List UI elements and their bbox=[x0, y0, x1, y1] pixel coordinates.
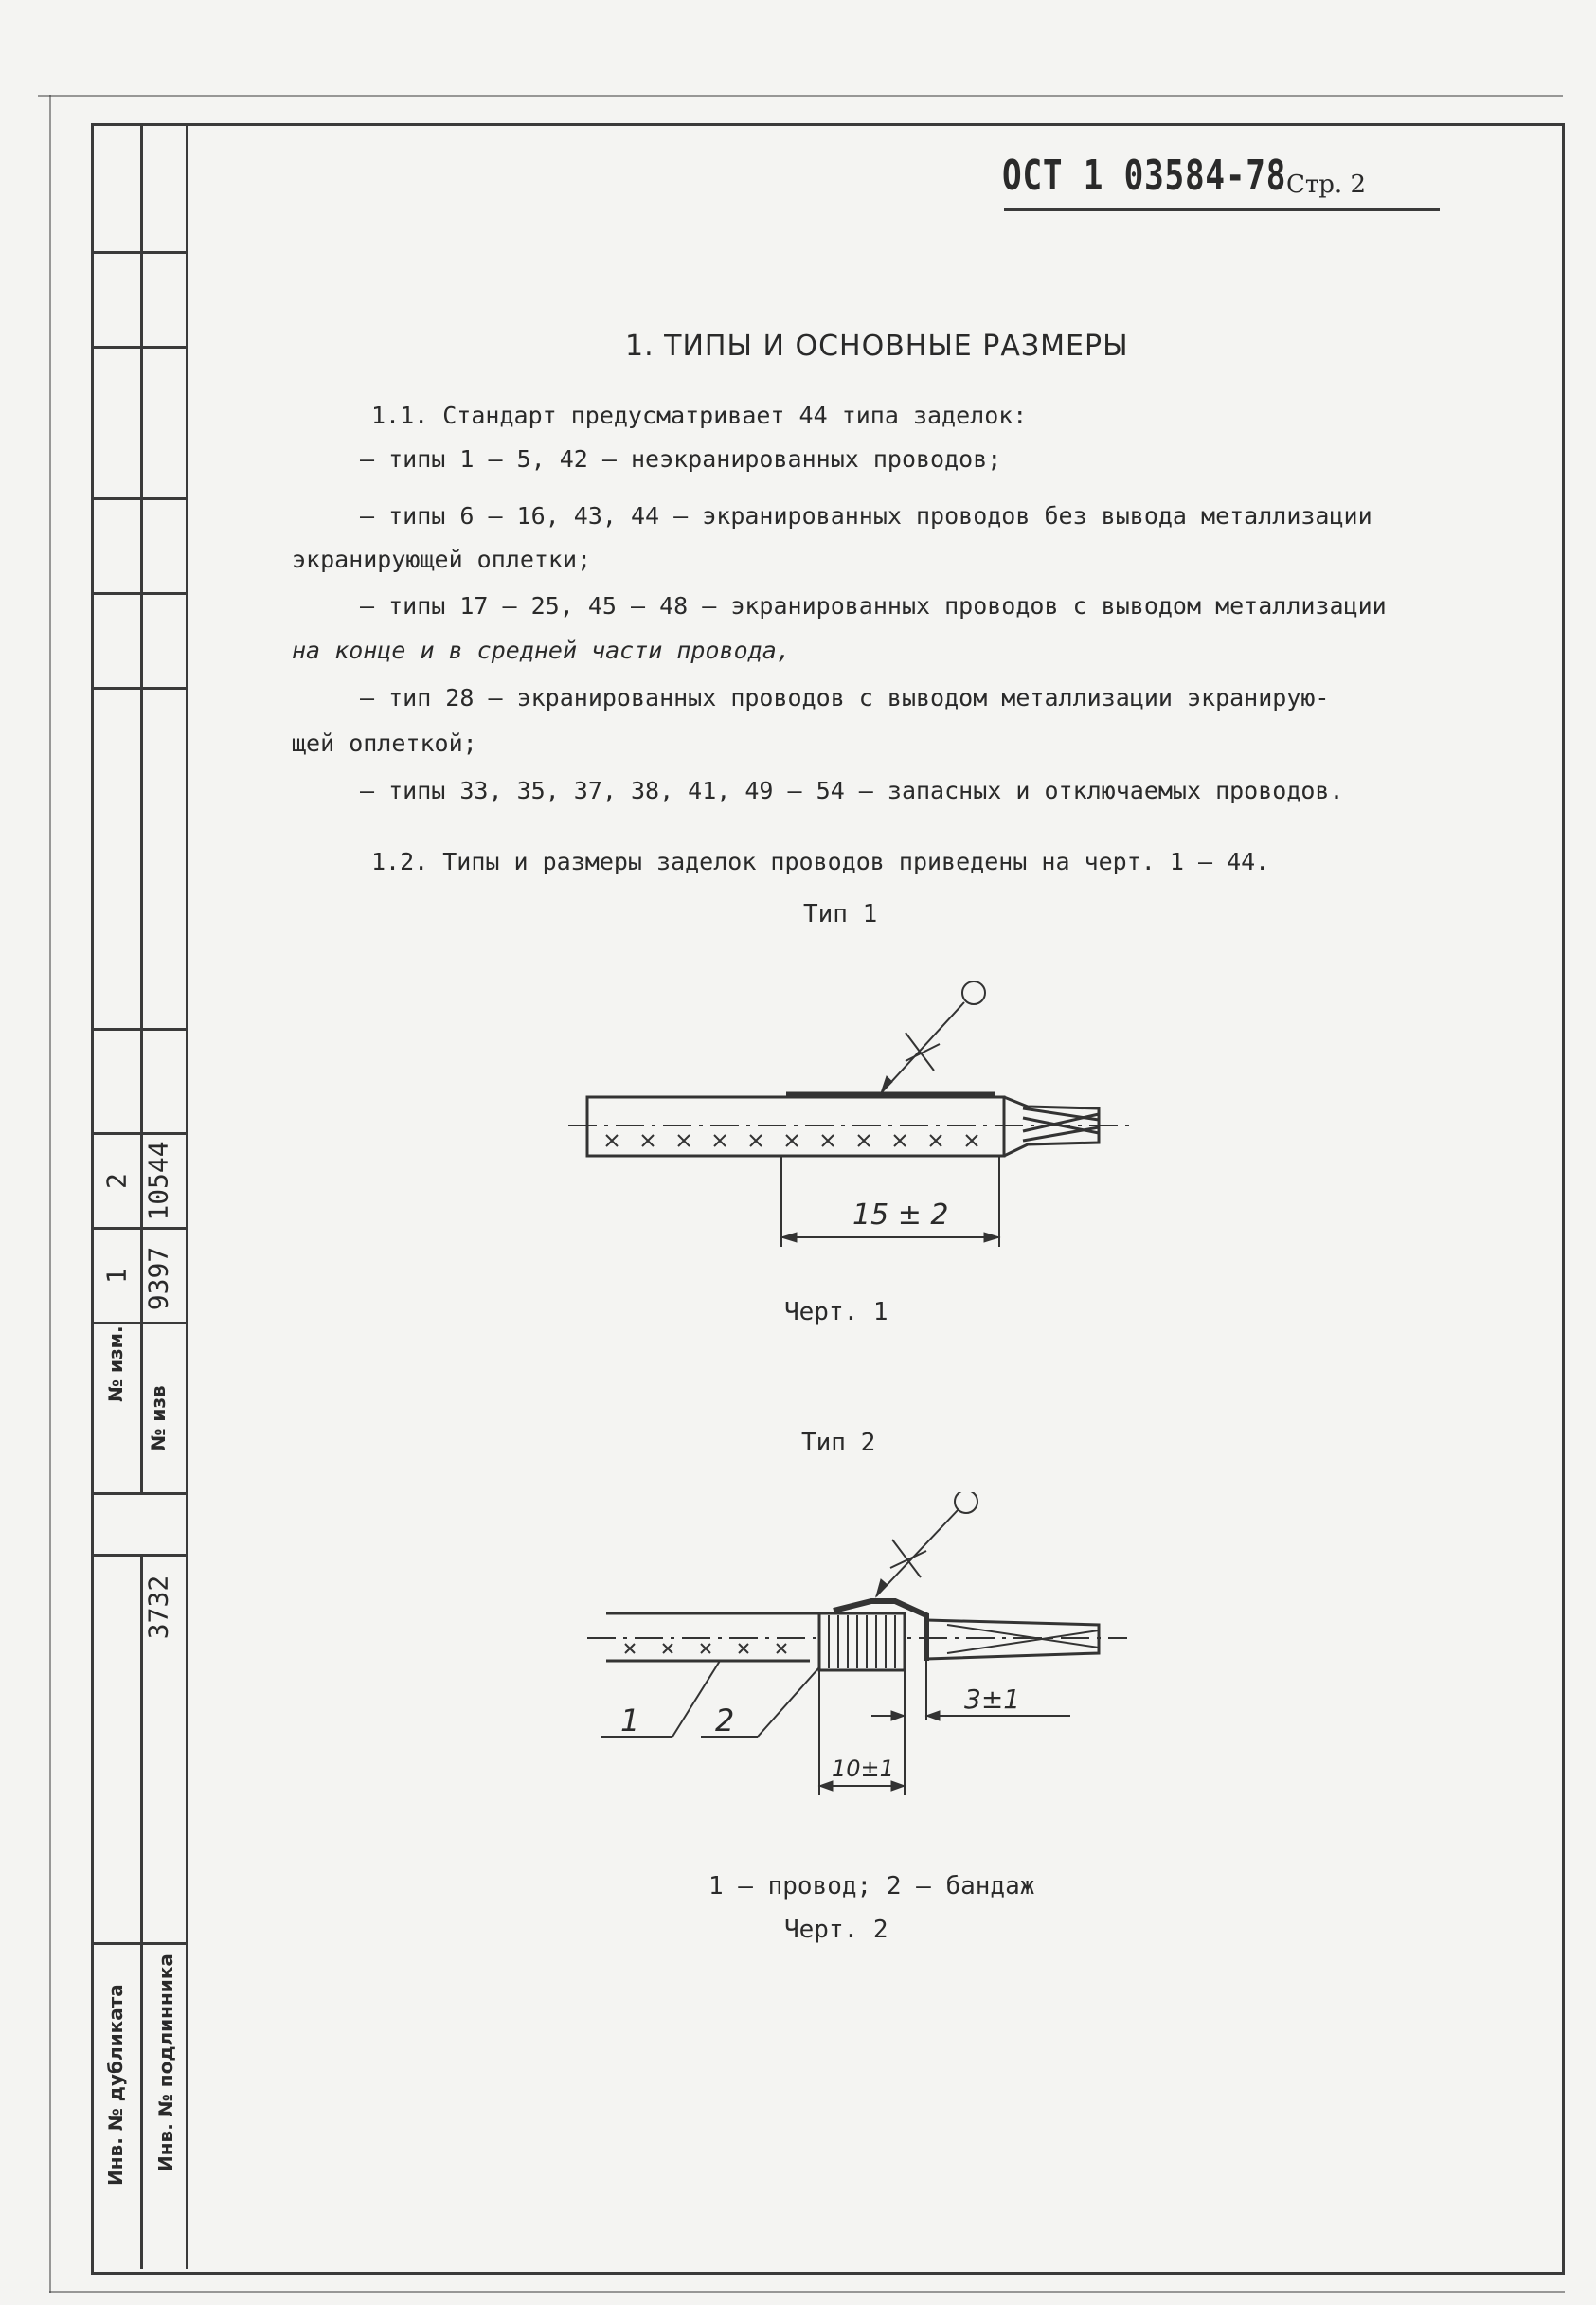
stamp-rule bbox=[91, 687, 188, 690]
list-item-cont: на конце и в средней части провода, bbox=[292, 637, 791, 664]
sheet-edge-left bbox=[49, 95, 51, 2293]
stamp-val-2: 10544 bbox=[142, 1141, 174, 1221]
list-item-cont: экранирующей оплетки; bbox=[292, 546, 592, 573]
list-item: – типы 17 – 25, 45 – 48 – экранированных проводов с выводом металлизации bbox=[360, 592, 1387, 620]
figure2-dimension-b: 10±1 bbox=[832, 1756, 894, 1782]
stamp-col1-header: 1 bbox=[100, 1268, 133, 1284]
stamp-inv-separator bbox=[91, 1942, 188, 1945]
list-item: – типы 1 – 5, 42 – неэкранированных проводов; bbox=[360, 445, 1002, 473]
stamp-row-izv: № изв bbox=[147, 1385, 170, 1451]
section-title: 1. ТИПЫ И ОСНОВНЫЕ РАЗМЕРЫ bbox=[625, 330, 1129, 363]
list-item: – тип 28 – экранированных проводов с выводом металлизации экранирую- bbox=[360, 684, 1330, 711]
list-item: – типы 6 – 16, 43, 44 – экранированных проводов без вывода металлизации bbox=[360, 502, 1372, 530]
figure2-dimension-a: 3±1 bbox=[964, 1684, 1021, 1715]
stamp-rule bbox=[91, 497, 188, 500]
stamp-right-edge bbox=[186, 123, 188, 2269]
figure2-label-2: 2 bbox=[715, 1702, 735, 1738]
stamp-row-izm: № изм. bbox=[104, 1325, 127, 1402]
stamp-gap-top bbox=[91, 1492, 188, 1495]
figure1-type-label: Тип 1 bbox=[803, 900, 878, 928]
stamp-rule bbox=[91, 346, 188, 349]
stamp-val-1: 9397 bbox=[142, 1246, 174, 1311]
sheet-edge-bottom bbox=[49, 2291, 1565, 2293]
paragraph-1-2: 1.2. Типы и размеры заделок проводов приведены на черт. 1 – 44. bbox=[371, 848, 1270, 875]
figure1-drawing bbox=[568, 966, 1175, 1270]
stamp-divider-lower bbox=[140, 1554, 143, 2269]
header-underline bbox=[1004, 208, 1440, 211]
stamp-inv-value: 3732 bbox=[142, 1575, 174, 1640]
figure2-caption: Черт. 2 bbox=[784, 1916, 888, 1944]
figure2-legend: 1 – провод; 2 – бандаж bbox=[708, 1872, 1035, 1900]
stamp-rule bbox=[91, 1227, 188, 1230]
figure2-drawing bbox=[568, 1492, 1175, 1805]
sheet-edge-top bbox=[38, 95, 1563, 97]
stamp-inv-podl: Инв. № подлинника bbox=[154, 1954, 177, 2171]
list-item: – типы 33, 35, 37, 38, 41, 49 – 54 – запасных и отключаемых проводов. bbox=[360, 777, 1344, 804]
stamp-col2-header: 2 bbox=[100, 1173, 133, 1189]
figure2-type-label: Тип 2 bbox=[801, 1429, 876, 1457]
figure1-dimension: 15 ± 2 bbox=[852, 1198, 949, 1232]
list-item-cont: щей оплеткой; bbox=[292, 729, 477, 757]
document-code: ОСТ 1 03584-78 bbox=[1002, 152, 1287, 200]
paragraph-1-1: 1.1. Стандарт предусматривает 44 типа заделок: bbox=[371, 402, 1028, 429]
page-number: Стр. 2 bbox=[1286, 171, 1366, 199]
stamp-rule bbox=[91, 1322, 188, 1324]
figure2-label-1: 1 bbox=[620, 1702, 640, 1738]
figure1-caption: Черт. 1 bbox=[784, 1298, 888, 1326]
stamp-rule bbox=[91, 1132, 188, 1135]
stamp-inv-dubl: Инв. № дубликата bbox=[104, 1984, 127, 2186]
stamp-rule bbox=[91, 251, 188, 254]
stamp-rule bbox=[91, 592, 188, 595]
stamp-rule bbox=[91, 1028, 188, 1031]
document-header bbox=[1002, 152, 1367, 200]
